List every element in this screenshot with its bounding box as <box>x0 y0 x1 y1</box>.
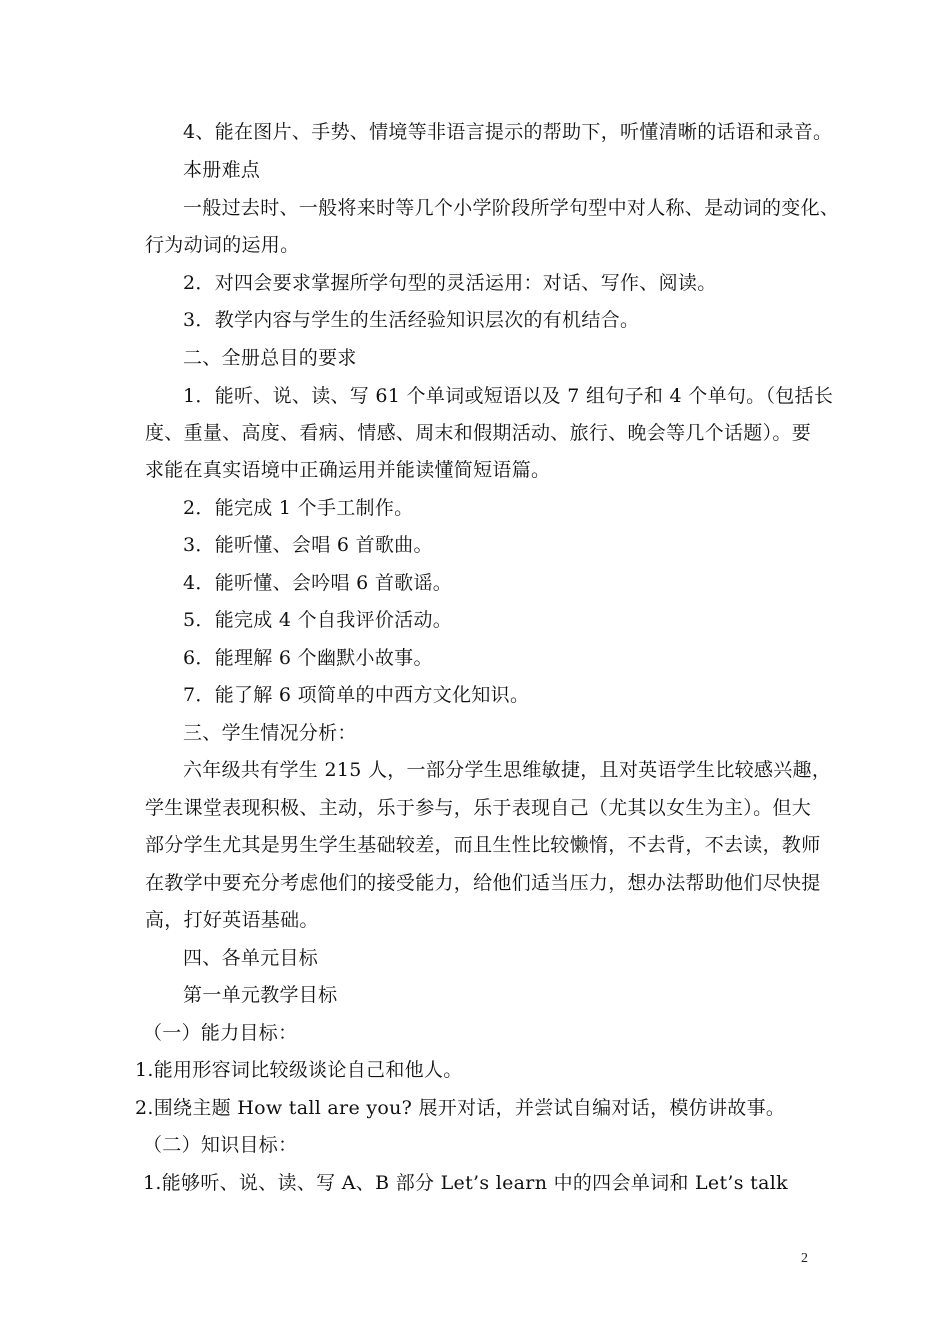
doc-line-10: 求能在真实语境中正确运用并能读懂简短语篇。 <box>145 459 551 481</box>
doc-line-3: 一般过去时、一般将来时等几个小学阶段所学句型中对人称、是动词的变化、 <box>183 197 840 219</box>
doc-line-21: 在教学中要充分考虑他们的接受能力，给他们适当压力，想办法帮助他们尽快提 <box>145 872 821 894</box>
doc-line-12: 3．能听懂、会唱 6 首歌曲。 <box>183 534 433 556</box>
doc-line-11: 2．能完成 1 个手工制作。 <box>183 497 414 519</box>
doc-line-9: 度、重量、高度、看病、情感、周末和假期活动、旅行、晚会等几个话题）。要 <box>145 422 812 444</box>
doc-line-14: 5．能完成 4 个自我评价活动。 <box>183 609 453 631</box>
section-heading-2: 二、全册总目的要求 <box>183 347 357 369</box>
doc-line-20: 部分学生尤其是男生学生基础较差，而且生性比较懒惰，不去背，不去读，教师 <box>145 834 821 856</box>
doc-line-16: 7．能了解 6 项简单的中西方文化知识。 <box>183 684 530 706</box>
doc-line-1: 4、能在图片、手势、情境等非语言提示的帮助下，听懂清晰的话语和录音。 <box>183 121 833 143</box>
ability-goals-heading: （一）能力目标： <box>143 1022 298 1044</box>
doc-line-26: 1.能用形容词比较级谈论自己和他人。 <box>135 1059 463 1081</box>
knowledge-goals-heading: （二）知识目标： <box>143 1134 298 1156</box>
doc-line-15: 6．能理解 6 个幽默小故事。 <box>183 647 433 669</box>
heading-difficulties: 本册难点 <box>183 159 261 181</box>
doc-line-6: 3．教学内容与学生的生活经验知识层次的有机结合。 <box>183 309 640 331</box>
doc-line-27: 2.围绕主题 How tall are you? 展开对话，并尝试自编对话，模仿讲故事。 <box>135 1097 786 1119</box>
page-number: 2 <box>801 1251 808 1266</box>
section-heading-3: 三、学生情况分析： <box>183 722 357 744</box>
doc-line-5: 2．对四会要求掌握所学句型的灵活运用：对话、写作、阅读。 <box>183 272 717 294</box>
section-heading-4: 四、各单元目标 <box>183 947 319 969</box>
doc-line-8: 1．能听、说、读、写 61 个单词或短语以及 7 组句子和 4 个单句。（包括长 <box>183 385 834 407</box>
doc-line-4: 行为动词的运用。 <box>145 234 300 256</box>
doc-line-22: 高，打好英语基础。 <box>145 909 319 931</box>
doc-line-19: 学生课堂表现积极、主动，乐于参与，乐于表现自己（尤其以女生为主）。但大 <box>145 797 812 819</box>
doc-line-29: 1.能够听、说、读、写 A、B 部分 Let’s learn 中的四会单词和 Let’s talk <box>143 1172 788 1194</box>
doc-line-13: 4．能听懂、会吟唱 6 首歌谣。 <box>183 572 453 594</box>
unit-one-heading: 第一单元教学目标 <box>183 984 338 1006</box>
doc-line-18: 六年级共有学生 215 人，一部分学生思维敏捷，且对英语学生比较感兴趣， <box>183 759 832 781</box>
